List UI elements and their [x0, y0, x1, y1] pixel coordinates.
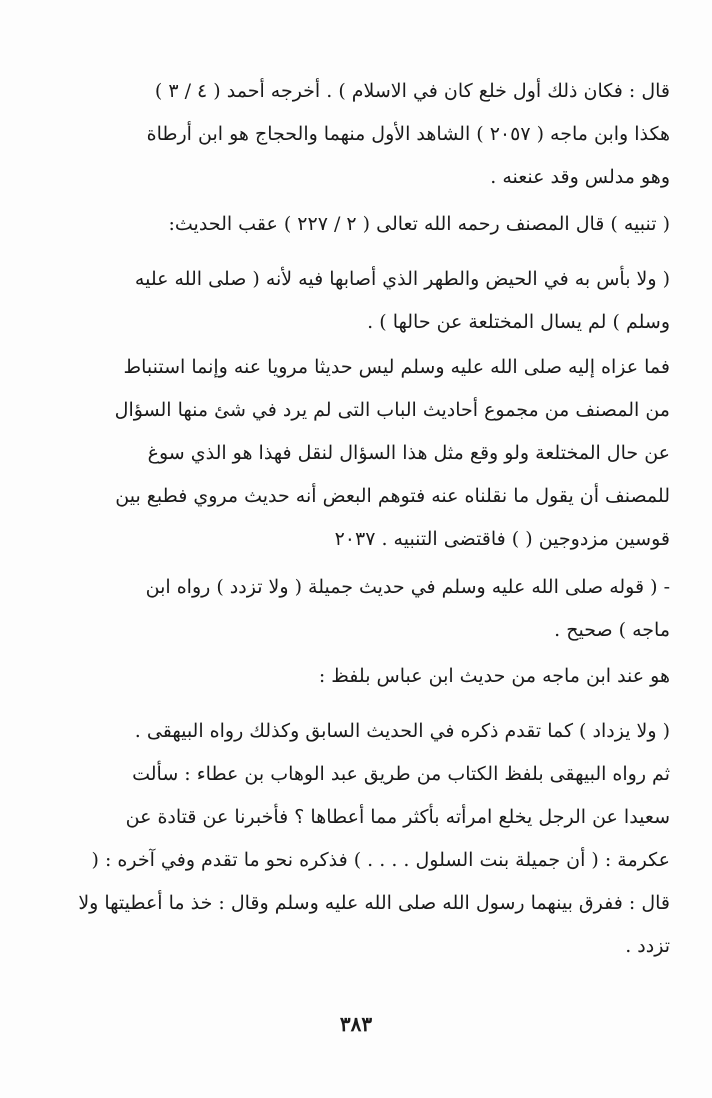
text-line: وسلم ) لم يسال المختلعة عن حالها ) .: [367, 311, 670, 333]
paragraph-takhrij: [52, 70, 670, 199]
text-line: تزدد .: [625, 935, 670, 957]
text-line: قال : ففرق بينهما رسول الله صلى الله عليه وسلم وقال : خذ ما أعطيتها ولا: [78, 892, 670, 914]
text-line: ( تنبيه ) قال المصنف رحمه الله تعالى ( ٢ / ٢٢٧ ) عقب الحديث:: [168, 213, 670, 235]
text-line: ( ولا بأس به في الحيض والطهر الذي أصابها فيه لأنه ( صلى الله عليه: [134, 268, 670, 290]
page-number: ٣٨٣: [339, 1012, 373, 1036]
paragraph-bayhaqi: [52, 710, 670, 968]
paragraph-tanbih-heading: [52, 203, 670, 246]
text-line: ( ولا يزداد ) كما تقدم ذكره في الحديث السابق وكذلك رواه البيهقى .: [134, 720, 670, 742]
text-line: فما عزاه إليه صلى الله عليه وسلم ليس حديثا مرويا عنه وإنما استنباط: [123, 356, 670, 378]
text-line: - ( قوله صلى الله عليه وسلم في حديث جميلة ( ولا تزدد ) رواه ابن: [145, 576, 670, 598]
text-line: عكرمة : ( أن جميلة بنت السلول . . . . ) فذكره نحو ما تقدم وفي آخره : (: [91, 849, 670, 871]
text-line: قال : فكان ذلك أول خلع كان في الاسلام ) . أخرجه أحمد ( ٤ / ٣ ): [154, 80, 670, 102]
paragraph-explanation: [52, 346, 670, 561]
text-line: سعيدا عن الرجل يخلع امرأته بأكثر مما أعطاها ؟ فأخبرنا عن قتادة عن: [125, 806, 670, 828]
text-line: ماجه ) صحيح .: [554, 619, 670, 641]
text-line: للمصنف أن يقول ما نقلناه عنه فتوهم البعض أنه حديث مروي فطبع بين: [115, 485, 670, 507]
text-line: ثم رواه البيهقى بلفظ الكتاب من طريق عبد الوهاب بن عطاء : سألت: [132, 763, 670, 785]
text-line: وهو مدلس وقد عنعنه .: [490, 166, 670, 188]
paragraph-ibn-majah: [52, 655, 670, 698]
text-line: هكذا وابن ماجه ( ٢٠٥٧ ) الشاهد الأول منهما والحجاج هو ابن أرطاة: [146, 123, 670, 145]
paragraph-hadith-jamila: [52, 566, 670, 652]
text-line: عن حال المختلعة ولو وقع مثل هذا السؤال لنقل فهذا هو الذي سوغ: [147, 442, 670, 464]
text-line: قوسين مزدوجين ( ) فاقتضى التنبيه . ٢٠٣٧: [334, 528, 670, 550]
text-line: من المصنف من مجموع أحاديث الباب التى لم يرد في شئ منها السؤال: [114, 399, 670, 421]
text-line: هو عند ابن ماجه من حديث ابن عباس بلفظ :: [318, 665, 670, 687]
paragraph-author-quote: [52, 258, 670, 344]
